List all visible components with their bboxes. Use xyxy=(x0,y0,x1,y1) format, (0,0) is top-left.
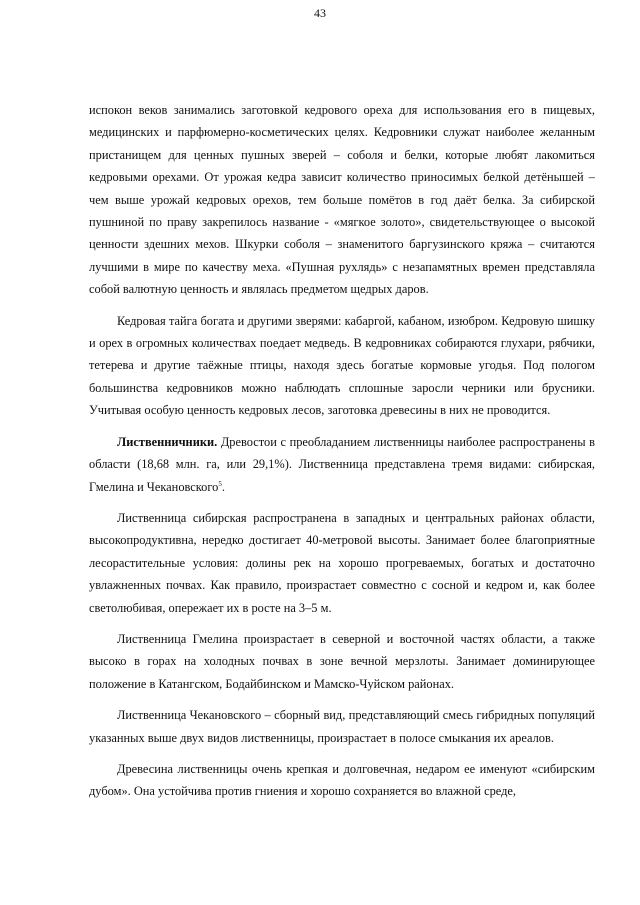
paragraph-4: Лиственница сибирская распространена в западных и центральных районах области, высокопродуктивна, нередко достигает 40-метровой высоты. Занимает более благоприятные лесорастительные условия: долины рек на хорошо прогреваемых, богатых и достаточно увлажненных почвах. Как правило, произрастает совместно с сосной и кедром и, как более светолюбивая, опережает их в росте на 3–5 м. xyxy=(89,510,595,615)
page-number: 43 xyxy=(314,6,326,20)
paragraph-6: Лиственница Чекановского – сборный вид, представляющий смесь гибридных популяций указанных выше двух видов лиственницы, произрастает в полосе смыкания их ареалов. xyxy=(89,708,595,745)
document-body xyxy=(89,99,595,812)
footnote-ref[interactable]: 5 xyxy=(218,479,222,488)
paragraph-3-tail: . xyxy=(221,479,225,494)
paragraph-3 xyxy=(89,431,595,498)
paragraph-3-text: Древостои с преобладанием лиственницы наиболее распространены в области (18,68 млн. га, или 29,1%). Лиственница представлена тремя видами: сибирская, Гмелина и Чекановского xyxy=(89,434,595,494)
paragraph-1: испокон веков занимались заготовкой кедрового ореха для использования его в пищевых, медицинских и парфюмерно-косметических целях. Кедровники служат наиболее желанным пристанищем для ценных пушных зверей – соболя и белки, которые любят лакомиться кедровыми орехами. От урожая кедра зависит количество приносимых белкой детёнышей – чем выше урожай кедровых орехов, тем больше помётов в год даёт белка. За сибирской пушниной по праву закрепилось название - «мягкое золото», свидетельствующее о высокой ценности здешних мехов. Шкурки соболя – знаменитого баргузинского кряжа – считаются лучшими в мире по качеству меха. «Пушная рухлядь» с незапамятных времен представляла собой валютную ценность и являлась предметом щедрых даров. xyxy=(89,103,595,297)
paragraph-2: Кедровая тайга богата и другими зверями: кабаргой, кабаном, изюбром. Кедровую шишку и орех в огромных количествах поедает медведь. В кедровниках собираются глухари, рябчики, тетерева и другие таёжные птицы, находя здесь богатые кормовые угодья. Под пологом большинства кедровников можно наблюдать сплошные заросли черники или брусники. Учитывая особую ценность кедровых лесов, заготовка древесины в них не проводится. xyxy=(89,313,595,418)
paragraph-7: Древесина лиственницы очень крепкая и долговечная, недаром ее именуют «сибирским дубом». Она устойчива против гниения и хорошо сохраняется во влажной среде, xyxy=(89,761,595,799)
paragraph-3-heading: Лиственничники. xyxy=(117,434,218,449)
paragraph-5: Лиственница Гмелина произрастает в северной и восточной частях области, а также высоко в горах на холодных почвах в зоне вечной мерзлоты. Занимает доминирующее положение в Катангском, Бодайбинском и Мамско-Чуйском районах. xyxy=(89,631,595,691)
